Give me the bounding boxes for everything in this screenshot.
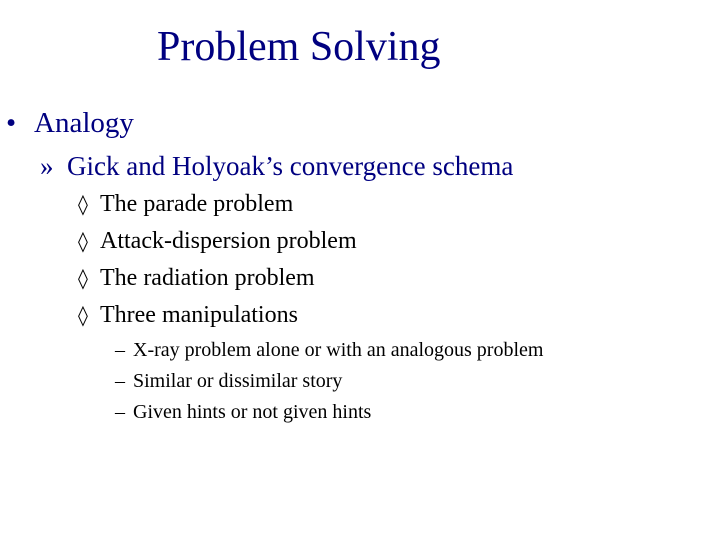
bullet-level-3 xyxy=(78,226,357,256)
bullet-text: Given hints or not given hints xyxy=(133,401,372,423)
double-chevron-icon: » xyxy=(40,151,54,181)
bullet-text: Three manipulations xyxy=(100,302,298,328)
bullet-text: Analogy xyxy=(34,107,134,139)
slide-title: Problem Solving xyxy=(157,24,441,70)
bullet-text: The parade problem xyxy=(100,191,294,217)
bullet-level-3 xyxy=(78,189,293,219)
bullet-dot-icon: • xyxy=(6,107,17,139)
bullet-level-1 xyxy=(6,105,134,141)
bullet-level-4 xyxy=(115,369,342,393)
diamond-icon: ◊ xyxy=(78,192,88,216)
diamond-icon: ◊ xyxy=(78,266,88,290)
bullet-level-2 xyxy=(40,149,513,183)
bullet-text: The radiation problem xyxy=(100,265,315,291)
bullet-level-3 xyxy=(78,300,298,330)
bullet-text: Attack-dispersion problem xyxy=(100,228,357,254)
bullet-text: Similar or dissimilar story xyxy=(133,370,343,392)
dash-icon: – xyxy=(115,339,125,361)
bullet-level-4 xyxy=(115,338,543,362)
dash-icon: – xyxy=(115,401,125,423)
bullet-level-4 xyxy=(115,400,371,424)
bullet-level-3 xyxy=(78,263,315,293)
diamond-icon: ◊ xyxy=(78,229,88,253)
bullet-text: X-ray problem alone or with an analogous problem xyxy=(133,339,544,361)
bullet-text: Gick and Holyoak’s convergence schema xyxy=(67,151,514,181)
diamond-icon: ◊ xyxy=(78,303,88,327)
dash-icon: – xyxy=(115,370,125,392)
